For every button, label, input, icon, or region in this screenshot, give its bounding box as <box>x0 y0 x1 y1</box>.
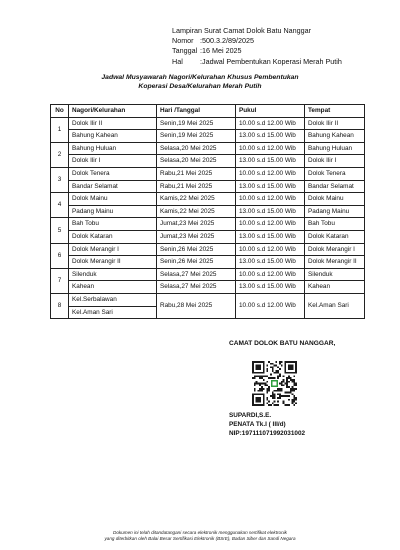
table-row <box>51 117 365 130</box>
cell-place: Silenduk <box>305 268 365 281</box>
cell-time: 13.00 s.d 15.00 Wib <box>236 256 305 269</box>
cell-village: Dolok Mainu <box>69 193 157 206</box>
cell-time: 13.00 s.d 15.00 Wib <box>236 205 305 218</box>
cell-no: 5 <box>51 218 69 243</box>
cell-day-date: Rabu,28 Mei 2025 <box>157 293 236 318</box>
cell-time: 13.00 s.d 15.00 Wib <box>236 281 305 294</box>
cell-day-date: Selasa,27 Mei 2025 <box>157 268 236 281</box>
table-row <box>51 230 365 243</box>
cell-time: 13.00 s.d 15.00 Wib <box>236 180 305 193</box>
table-row <box>51 243 365 256</box>
table-body <box>51 117 365 319</box>
date-value: :16 Mei 2025 <box>200 46 242 56</box>
cell-place: Bahung Kahean <box>305 130 365 143</box>
cell-day-date: Senin,19 Mei 2025 <box>157 130 236 143</box>
heading-line-1: Jadwal Musyawarah Nagori/Kelurahan Khusus Pembentukan <box>101 74 299 81</box>
table-row <box>51 180 365 193</box>
date-label: Tanggal <box>172 46 198 56</box>
cell-no: 1 <box>51 117 69 142</box>
table-row <box>51 281 365 294</box>
column-header-no: No <box>51 105 69 118</box>
footer-line-1: Dokumen ini telah ditandatangani secara elektronik menggunakan sertifikat elektronik <box>113 530 287 535</box>
cell-village: Bah Tobu <box>69 218 157 231</box>
table-row <box>51 130 365 143</box>
letter-header <box>172 26 342 67</box>
cell-village: Bandar Selamat <box>69 180 157 193</box>
subject-label: Hal <box>172 56 183 66</box>
column-header-time: Pukul <box>236 105 305 118</box>
table-row <box>51 167 365 180</box>
cell-time: 10.00 s.d 12.00 Wib <box>236 117 305 130</box>
cell-time: 13.00 s.d 15.00 Wib <box>236 230 305 243</box>
table-row <box>51 293 365 306</box>
heading-line-2: Koperasi Desa/Kelurahan Merah Putih <box>138 83 262 90</box>
cell-day-date: Selasa,20 Mei 2025 <box>157 155 236 168</box>
cell-day-date: Senin,26 Mei 2025 <box>157 243 236 256</box>
cell-place: Kel.Aman Sari <box>305 293 365 318</box>
cell-village: Padang Mainu <box>69 205 157 218</box>
cell-place: Dolok Mainu <box>305 193 365 206</box>
e-signature-footer <box>0 530 400 542</box>
cell-place: Bandar Selamat <box>305 180 365 193</box>
qr-code-image <box>252 361 297 406</box>
cell-day-date: Rabu,21 Mei 2025 <box>157 167 236 180</box>
number-label: Nomor <box>172 36 194 46</box>
cell-day-date: Rabu,21 Mei 2025 <box>157 180 236 193</box>
header-row-date <box>172 46 342 56</box>
cell-village: Kel.Aman Sari <box>69 306 157 319</box>
column-header-day-date: Hari /Tanggal <box>157 105 236 118</box>
number-value: :500.3.2/89/2025 <box>200 36 254 46</box>
cell-day-date: Selasa,20 Mei 2025 <box>157 142 236 155</box>
cell-village: Dolok Merangir I <box>69 243 157 256</box>
cell-day-date: Senin,26 Mei 2025 <box>157 256 236 269</box>
cell-village: Bahung Huluan <box>69 142 157 155</box>
cell-place: Kahean <box>305 281 365 294</box>
cell-day-date: Senin,19 Mei 2025 <box>157 117 236 130</box>
cell-place: Bahung Huluan <box>305 142 365 155</box>
cell-day-date: Selasa,27 Mei 2025 <box>157 281 236 294</box>
cell-day-date: Kamis,22 Mei 2025 <box>157 193 236 206</box>
cell-place: Dolok Merangir I <box>305 243 365 256</box>
header-row-subject <box>172 57 342 67</box>
table-row <box>51 142 365 155</box>
table-row <box>51 218 365 231</box>
table-row <box>51 155 365 168</box>
signer-rank: PENATA Tk.I ( III/d) <box>229 421 286 428</box>
cell-time: 10.00 s.d 12.00 Wib <box>236 293 305 318</box>
cell-village: Kel.Serbalawan <box>69 293 157 306</box>
cell-day-date: Jumat,23 Mei 2025 <box>157 230 236 243</box>
cell-village: Dolok Tenera <box>69 167 157 180</box>
cell-no: 2 <box>51 142 69 167</box>
cell-place: Dolok Kataran <box>305 230 365 243</box>
cell-time: 13.00 s.d 15.00 Wib <box>236 155 305 168</box>
cell-village: Kahean <box>69 281 157 294</box>
cell-time: 10.00 s.d 12.00 Wib <box>236 218 305 231</box>
cell-village: Dolok Ilir I <box>69 155 157 168</box>
cell-place: Dolok Tenera <box>305 167 365 180</box>
cell-no: 4 <box>51 193 69 218</box>
cell-place: Dolok Merangir II <box>305 256 365 269</box>
signature-block <box>229 411 305 438</box>
cell-no: 8 <box>51 293 69 318</box>
cell-village: Dolok Ilir II <box>69 117 157 130</box>
cell-village: Dolok Kataran <box>69 230 157 243</box>
schedule-heading <box>0 73 400 91</box>
cell-place: Padang Mainu <box>305 205 365 218</box>
cell-time: 10.00 s.d 12.00 Wib <box>236 167 305 180</box>
cell-no: 3 <box>51 167 69 192</box>
cell-no: 7 <box>51 268 69 293</box>
signer-nip: NIP:197111071992031002 <box>229 430 306 437</box>
table-row <box>51 205 365 218</box>
subject-value: :Jadwal Pembentukan Koperasi Merah Putih <box>200 56 342 66</box>
cell-time: 10.00 s.d 12.00 Wib <box>236 268 305 281</box>
column-header-village: Nagori/Kelurahan <box>69 105 157 118</box>
cell-no: 6 <box>51 243 69 268</box>
cell-village: Bahung Kahean <box>69 130 157 143</box>
cell-time: 10.00 s.d 12.00 Wib <box>236 142 305 155</box>
header-row-number <box>172 36 342 46</box>
table-header-row <box>51 105 365 118</box>
cell-place: Bah Tobu <box>305 218 365 231</box>
cell-time: 13.00 s.d 15.00 Wib <box>236 130 305 143</box>
cell-place: Dolok Ilir II <box>305 117 365 130</box>
footer-line-2: yang diterbitkan oleh Balai Besar Sertifikasi Elektronik (BSrE), Badan Siber dan Sandi Negara <box>104 536 296 541</box>
attachment-title: Lampiran Surat Camat Dolok Batu Nanggar <box>172 26 312 35</box>
signer-name: SUPARDI,S.E. <box>229 412 272 419</box>
cell-village: Silenduk <box>69 268 157 281</box>
table-row <box>51 256 365 269</box>
cell-place: Dolok Ilir I <box>305 155 365 168</box>
cell-day-date: Jumat,23 Mei 2025 <box>157 218 236 231</box>
signature-office: CAMAT DOLOK BATU NANGGAR, <box>229 340 336 347</box>
cell-village: Dolok Merangir II <box>69 256 157 269</box>
column-header-place: Tempat <box>305 105 365 118</box>
table-row <box>51 193 365 206</box>
cell-time: 10.00 s.d 12.00 Wib <box>236 193 305 206</box>
cell-time: 10.00 s.d 12.00 Wib <box>236 243 305 256</box>
table-row <box>51 268 365 281</box>
cell-day-date: Kamis,22 Mei 2025 <box>157 205 236 218</box>
schedule-table <box>50 104 365 319</box>
